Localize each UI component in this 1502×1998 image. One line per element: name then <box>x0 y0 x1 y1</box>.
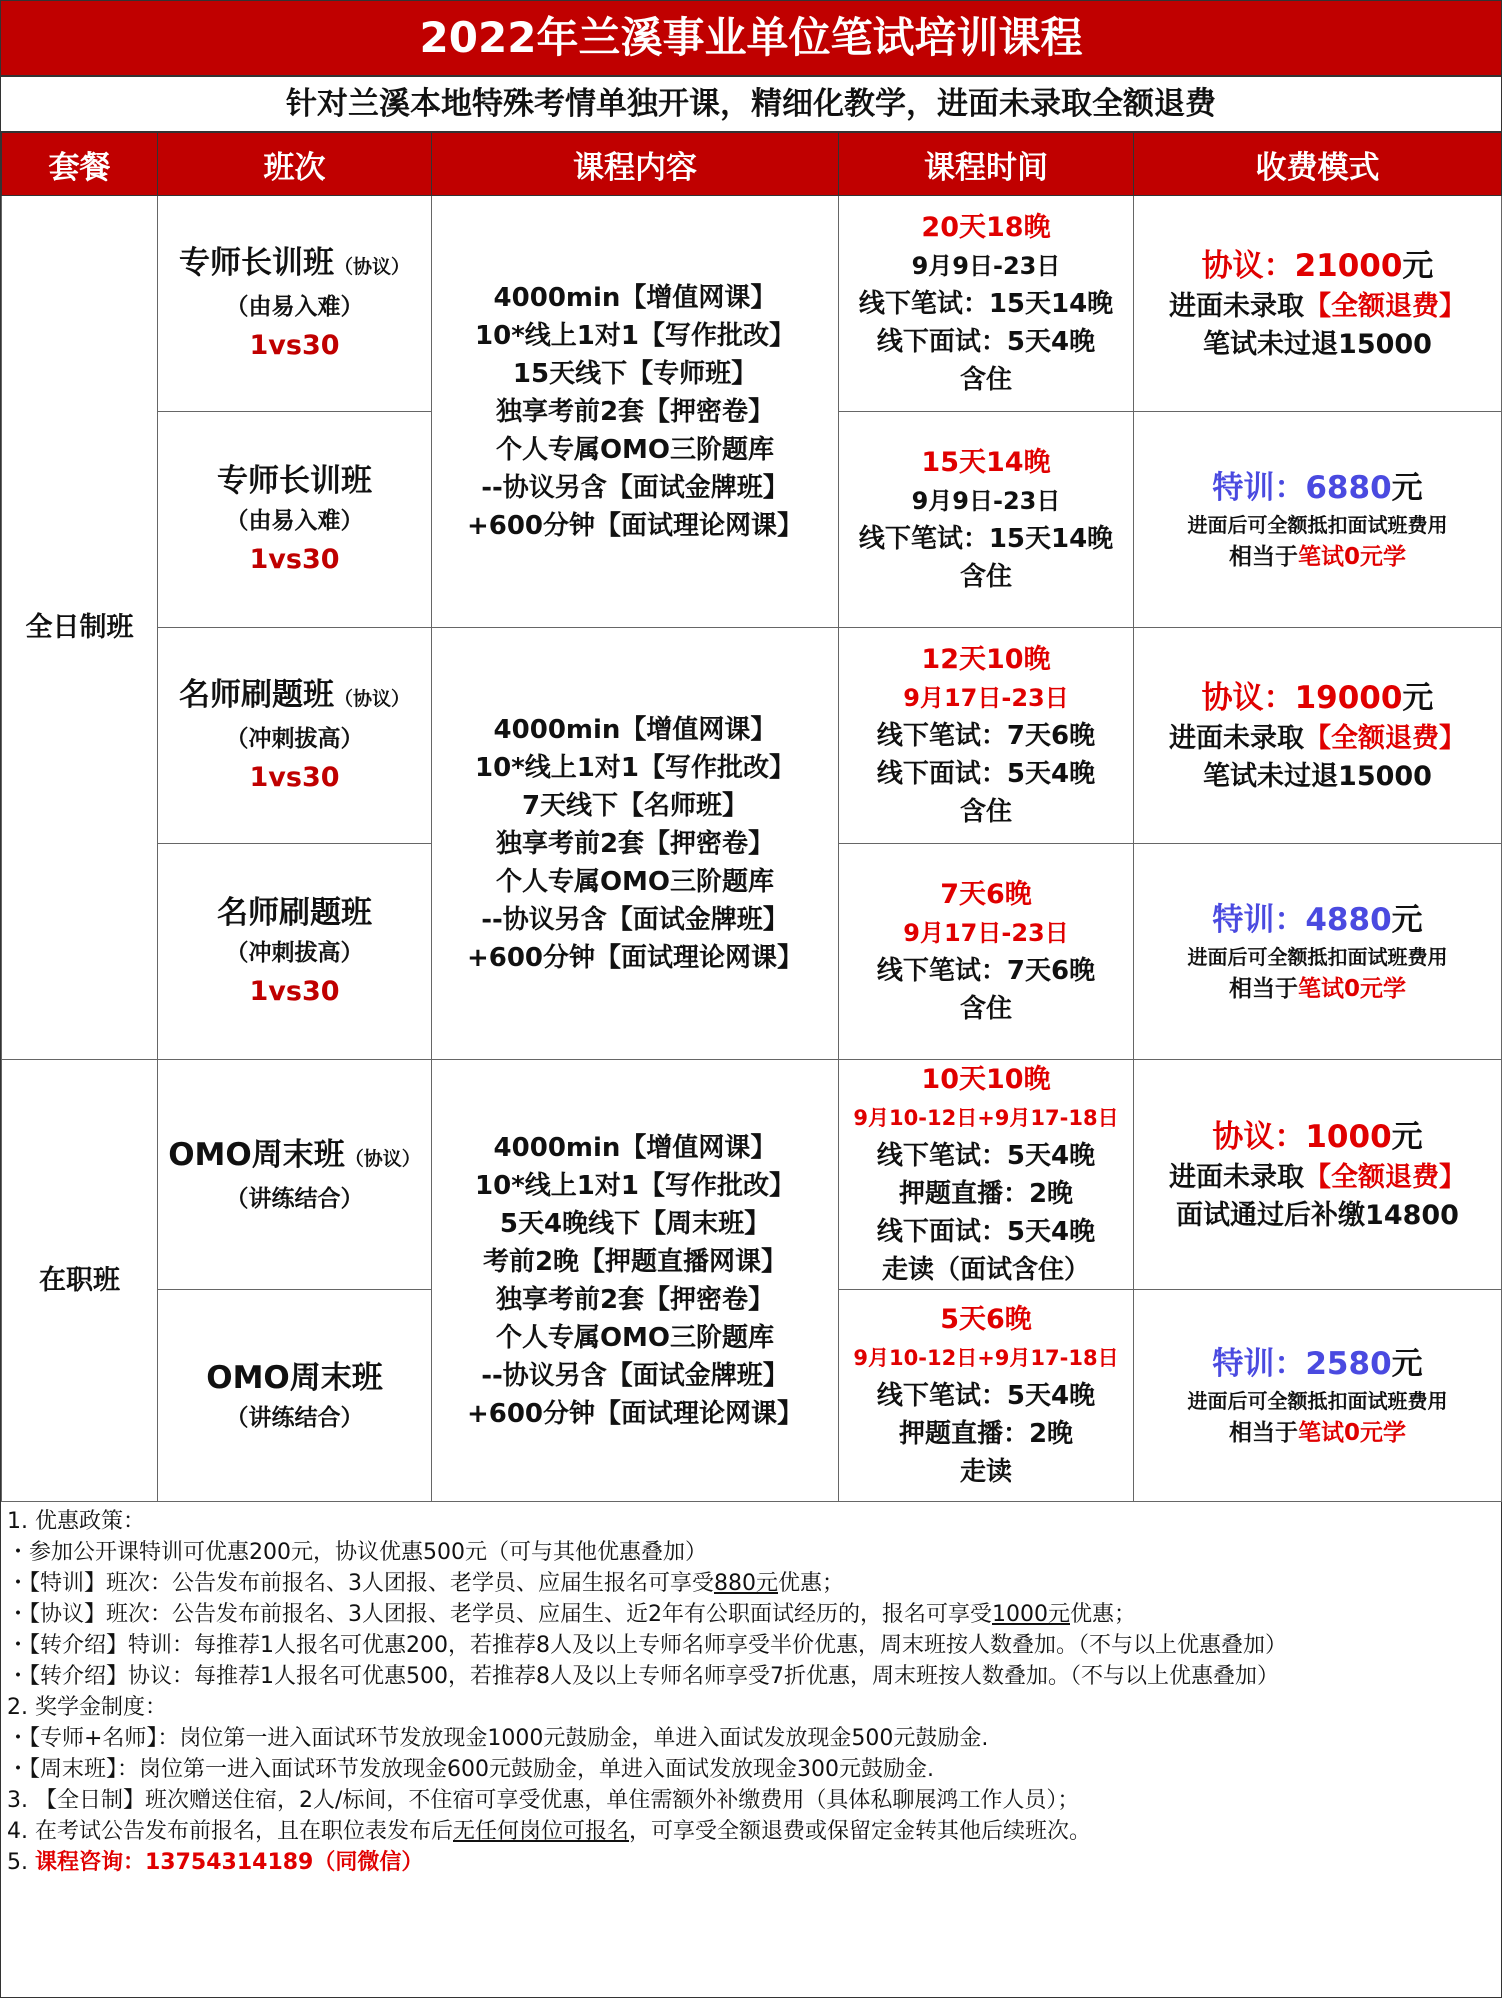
class-sub: （冲刺拔高） <box>225 939 364 966</box>
fee-note: 面试通过后补缴14800 <box>1176 1199 1459 1231</box>
time-head: 15天14晚 <box>921 446 1051 478</box>
class-tag: （协议） <box>333 687 410 710</box>
fee-equiv-b: 笔试0元学 <box>1297 543 1406 570</box>
time-line: 含住 <box>959 993 1012 1024</box>
fee-label: 特训： <box>1212 469 1306 506</box>
time-line: 线下笔试：7天6晚 <box>876 955 1096 986</box>
time-cell <box>839 1060 1134 1290</box>
col-time: 课程时间 <box>839 133 1134 196</box>
content-line: 10*线上1对1【写作批改】 <box>475 320 795 351</box>
time-cell <box>839 628 1134 844</box>
class-name: 名师刷题班 <box>217 894 372 931</box>
note-heading: 1. 优惠政策： <box>7 1509 145 1534</box>
package-fulltime: 全日制班 <box>2 196 158 1060</box>
note-highlight: 无任何岗位可报名 <box>453 1819 630 1844</box>
time-line: 押题直播：2晚 <box>898 1178 1074 1209</box>
fee-label: 协议： <box>1212 1118 1306 1155</box>
class-tag: （协议） <box>344 1147 421 1170</box>
class-sub: （冲刺拔高） <box>225 725 364 752</box>
class-name: 专师长训班 <box>217 462 372 499</box>
fee-equiv-a: 相当于 <box>1228 975 1298 1002</box>
fee-equiv-b: 笔试0元学 <box>1297 1419 1406 1446</box>
content-line: 15天线下【专师班】 <box>512 358 758 389</box>
note-item: ・参加公开课特训可优惠200元，协议优惠500元（可与其他优惠叠加） <box>7 1540 707 1565</box>
class-cell <box>158 844 432 1060</box>
class-ratio: 1vs30 <box>249 975 340 1007</box>
fee-refund-a: 进面未录取 <box>1169 290 1304 322</box>
fee-equiv <box>1134 972 1501 1006</box>
class-ratio: 1vs30 <box>249 543 340 575</box>
content-line: +600分钟【面试理论网课】 <box>466 1398 804 1429</box>
content-line: 10*线上1对1【写作批改】 <box>475 752 795 783</box>
fee-refund-b: 【全额退费】 <box>1304 290 1466 322</box>
fee-cell <box>1134 628 1502 844</box>
content-line: 7天线下【名师班】 <box>521 790 749 821</box>
note-item <box>7 1599 1495 1630</box>
content-line: 10*线上1对1【写作批改】 <box>475 1170 795 1201</box>
time-line: 押题直播：2晚 <box>898 1418 1074 1449</box>
note-highlight: 1000元 <box>992 1602 1070 1627</box>
time-head: 5天6晚 <box>940 1303 1032 1335</box>
fee-equiv <box>1134 540 1501 574</box>
note-item <box>7 1568 1495 1599</box>
page-subtitle: 针对兰溪本地特殊考情单独开课，精细化教学，进面未录取全额退费 <box>1 77 1501 132</box>
content-line: 个人专属OMO三阶题库 <box>495 434 775 465</box>
class-name: 名师刷题班 <box>178 676 334 713</box>
class-name-line <box>158 1133 431 1181</box>
fee-cell <box>1134 1290 1502 1502</box>
content-cell <box>432 196 839 628</box>
time-line: 线下笔试：5天4晚 <box>876 1140 1096 1171</box>
fee-main <box>1134 898 1501 942</box>
note-item: ・【转介绍】协议：每推荐1人报名可优惠500，若推荐8人及以上专师名师享受7折优惠，周末班按人数叠加。（不与以上优惠叠加） <box>7 1664 1279 1689</box>
content-line: --协议另含【面试金牌班】 <box>481 904 789 935</box>
course-table <box>1 132 1502 1502</box>
fee-unit: 元 <box>1391 1345 1423 1382</box>
fee-main <box>1134 244 1501 288</box>
col-class: 班次 <box>158 133 432 196</box>
fee-cell <box>1134 412 1502 628</box>
fee-equiv-b: 笔试0元学 <box>1297 975 1406 1002</box>
fee-num: 4880 <box>1305 901 1392 938</box>
time-line: 走读 <box>959 1456 1012 1487</box>
note-text: ・【特训】班次：公告发布前报名、3人团报、老学员、应届生报名可享受 <box>7 1571 714 1596</box>
content-line: 个人专属OMO三阶题库 <box>495 1322 775 1353</box>
fee-unit: 元 <box>1402 679 1434 716</box>
fee-refund-a: 进面未录取 <box>1169 722 1304 754</box>
content-cell <box>432 628 839 1060</box>
table-header-row <box>2 133 1502 196</box>
consult-phone: 课程咨询：13754314189（同微信） <box>34 1850 424 1875</box>
fee-refund <box>1134 720 1501 758</box>
fee-equiv-a: 相当于 <box>1228 543 1298 570</box>
content-line: 独享考前2套【押密卷】 <box>495 828 775 859</box>
fee-main <box>1134 466 1501 510</box>
time-cell <box>839 196 1134 412</box>
col-package: 套餐 <box>2 133 158 196</box>
time-date: 9月10-12日+9月17-18日 <box>853 1105 1119 1130</box>
fee-label: 特训： <box>1212 1345 1306 1382</box>
time-head: 12天10晚 <box>921 643 1051 675</box>
fee-unit: 元 <box>1402 247 1434 284</box>
time-date: 9月9日-23日 <box>911 486 1061 515</box>
time-cell <box>839 844 1134 1060</box>
notes-section <box>1 1502 1501 1882</box>
class-name-line <box>158 241 431 289</box>
class-name: OMO周末班 <box>206 1359 383 1396</box>
time-head: 20天18晚 <box>921 211 1051 243</box>
class-cell <box>158 196 432 412</box>
fee-main <box>1134 676 1501 720</box>
content-line: 4000min【增值网课】 <box>493 1132 777 1163</box>
class-name: 专师长训班 <box>178 244 334 281</box>
fee-note: 笔试未过退15000 <box>1203 328 1432 360</box>
fee-deduct: 进面后可全额抵扣面试班费用 <box>1187 1388 1448 1413</box>
class-sub: （讲练结合） <box>225 1185 364 1212</box>
time-date: 9月9日-23日 <box>911 251 1061 280</box>
content-cell <box>432 1060 839 1502</box>
page-title: 2022年兰溪事业单位笔试培训课程 <box>1 1 1501 77</box>
table-row <box>2 628 1502 844</box>
fee-main <box>1134 1115 1501 1159</box>
time-line: 含住 <box>959 561 1012 592</box>
class-ratio: 1vs30 <box>249 761 340 793</box>
time-date: 9月17日-23日 <box>903 918 1069 947</box>
fee-refund <box>1134 288 1501 326</box>
class-cell <box>158 412 432 628</box>
class-cell <box>158 628 432 844</box>
table-row <box>2 1060 1502 1290</box>
class-cell <box>158 1290 432 1502</box>
note-item: ・【转介绍】特训：每推荐1人报名可优惠200，若推荐8人及以上专师名师享受半价优惠，周末班按人数叠加。（不与以上优惠叠加） <box>7 1633 1287 1658</box>
fee-unit: 元 <box>1391 1118 1423 1155</box>
fee-num: 21000 <box>1294 247 1403 284</box>
content-line: 独享考前2套【押密卷】 <box>495 1284 775 1315</box>
fee-cell <box>1134 844 1502 1060</box>
time-line: 线下面试：5天4晚 <box>876 326 1096 357</box>
fee-refund <box>1134 1159 1501 1197</box>
fee-refund-b: 【全额退费】 <box>1304 722 1466 754</box>
note-item: 3. 【全日制】班次赠送住宿，2人/标间，不住宿可享受优惠，单住需额外补缴费用（具体私聊展鸿工作人员）； <box>7 1788 1080 1813</box>
note-text: 优惠； <box>778 1571 845 1596</box>
class-sub: （讲练结合） <box>225 1404 364 1431</box>
fee-main <box>1134 1342 1501 1386</box>
content-line: 个人专属OMO三阶题库 <box>495 866 775 897</box>
content-line: 5天4晚线下【周末班】 <box>499 1208 771 1239</box>
time-line: 线下面试：5天4晚 <box>876 1216 1096 1247</box>
time-cell <box>839 1290 1134 1502</box>
fee-num: 6880 <box>1305 469 1392 506</box>
fee-num: 2580 <box>1305 1345 1392 1382</box>
note-item <box>7 1847 1495 1878</box>
time-line: 线下面试：5天4晚 <box>876 758 1096 789</box>
fee-deduct: 进面后可全额抵扣面试班费用 <box>1187 944 1448 969</box>
content-line: 4000min【增值网课】 <box>493 282 777 313</box>
class-sub: （由易入难） <box>225 507 364 534</box>
fee-unit: 元 <box>1391 901 1423 938</box>
time-line: 走读（面试含住） <box>881 1254 1090 1285</box>
content-line: --协议另含【面试金牌班】 <box>481 1360 789 1391</box>
time-line: 含住 <box>959 364 1012 395</box>
class-ratio: 1vs30 <box>249 329 340 361</box>
time-line: 线下笔试：5天4晚 <box>876 1380 1096 1411</box>
fee-refund-a: 进面未录取 <box>1169 1161 1304 1193</box>
fee-label: 协议： <box>1201 247 1295 284</box>
col-content: 课程内容 <box>432 133 839 196</box>
col-fee: 收费模式 <box>1134 133 1502 196</box>
fee-num: 1000 <box>1305 1118 1392 1155</box>
fee-num: 19000 <box>1294 679 1403 716</box>
fee-label: 协议： <box>1201 679 1295 716</box>
time-date: 9月10-12日+9月17-18日 <box>853 1345 1119 1370</box>
fee-refund-b: 【全额退费】 <box>1304 1161 1466 1193</box>
note-text: ・【协议】班次：公告发布前报名、3人团报、老学员、应届生、近2年有公职面试经历的，报名可享受 <box>7 1602 992 1627</box>
note-item: ・【专师+名师】：岗位第一进入面试环节发放现金1000元鼓励金，单进入面试发放现金500元鼓励金. <box>7 1726 989 1751</box>
time-line: 含住 <box>959 796 1012 827</box>
time-line: 线下笔试：7天6晚 <box>876 720 1096 751</box>
time-head: 7天6晚 <box>940 878 1032 910</box>
note-text: 5. <box>7 1850 35 1875</box>
fee-equiv <box>1134 1416 1501 1450</box>
fee-note: 笔试未过退15000 <box>1203 760 1432 792</box>
content-line: 独享考前2套【押密卷】 <box>495 396 775 427</box>
note-heading: 2. 奖学金制度： <box>7 1695 167 1720</box>
note-text: 优惠； <box>1070 1602 1137 1627</box>
content-line: +600分钟【面试理论网课】 <box>466 942 804 973</box>
class-cell <box>158 1060 432 1290</box>
fee-cell <box>1134 1060 1502 1290</box>
fee-cell <box>1134 196 1502 412</box>
time-line: 线下笔试：15天14晚 <box>858 288 1114 319</box>
time-date: 9月17日-23日 <box>903 683 1069 712</box>
time-line: 线下笔试：15天14晚 <box>858 523 1114 554</box>
time-head: 10天10晚 <box>921 1063 1051 1095</box>
fee-equiv-a: 相当于 <box>1228 1419 1298 1446</box>
note-item <box>7 1816 1495 1847</box>
content-line: 4000min【增值网课】 <box>493 714 777 745</box>
class-name-line <box>158 673 431 721</box>
content-line: +600分钟【面试理论网课】 <box>466 510 804 541</box>
content-line: --协议另含【面试金牌班】 <box>481 472 789 503</box>
fee-unit: 元 <box>1391 469 1423 506</box>
note-highlight: 880元 <box>714 1571 778 1596</box>
fee-label: 特训： <box>1212 901 1306 938</box>
note-text: 4. 在考试公告发布前报名，且在职位表发布后 <box>7 1819 453 1844</box>
content-line: 考前2晚【押题直播网课】 <box>482 1246 788 1277</box>
fee-deduct: 进面后可全额抵扣面试班费用 <box>1187 512 1448 537</box>
class-name: OMO周末班 <box>168 1136 345 1173</box>
class-tag: （协议） <box>333 255 410 278</box>
table-row <box>2 196 1502 412</box>
time-cell <box>839 412 1134 628</box>
note-text: ，可享受全额退费或保留定金转其他后续班次。 <box>629 1819 1092 1844</box>
class-sub: （由易入难） <box>225 293 364 320</box>
package-parttime: 在职班 <box>2 1060 158 1502</box>
note-item: ・【周末班】：岗位第一进入面试环节发放现金600元鼓励金，单进入面试发放现金300元鼓励金. <box>7 1757 934 1782</box>
